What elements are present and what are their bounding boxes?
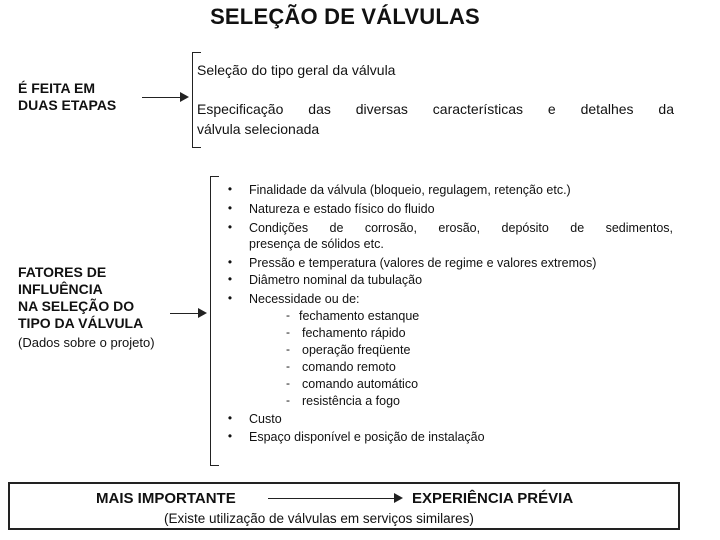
factors-label-line-1: FATORES DE [18, 264, 107, 280]
footer-arrow-line [268, 498, 396, 499]
footer-arrow-head [394, 493, 403, 503]
bullet-marker: • [227, 220, 233, 234]
factor-item-custo: Custo [249, 412, 282, 426]
sub-item-comando-automatico: comando automático [302, 377, 419, 391]
factors-arrow-line [170, 313, 200, 314]
stage-item-1: Seleção do tipo geral da válvula [197, 62, 396, 78]
factors-label-line-3: NA SELEÇÃO DO [18, 298, 135, 314]
bullet-marker: • [227, 429, 233, 443]
stage-item-2-rest: das diversas características e detalhes da [308, 101, 674, 117]
stage-item-2-line-1 [197, 101, 674, 118]
factor-item-finalidade: Finalidade da válvula (bloqueio, regulagem, retenção etc.) [249, 183, 571, 197]
factor-item-condicoes: Condições de corrosão, erosão, depósito de sedimentos, [249, 221, 673, 235]
bullet-marker: • [227, 201, 233, 215]
sub-item-comando-remoto: comando remoto [302, 360, 396, 374]
dash-marker: - [286, 393, 290, 407]
dash-marker: - [286, 308, 290, 322]
bullet-marker: • [227, 182, 233, 196]
sub-item-resistencia-fogo: resistência a fogo [302, 394, 400, 408]
factors-label [18, 264, 143, 332]
bullet-marker: • [227, 272, 233, 286]
footer-right-label: EXPERIÊNCIA PRÉVIA [412, 490, 574, 507]
factors-label-note: (Dados sobre o projeto) [18, 335, 155, 350]
factors-label-line-4: TIPO DA VÁLVULA [18, 315, 144, 331]
factors-bracket [210, 176, 219, 466]
factor-item-espaco: Espaço disponível e posição de instalação [249, 430, 485, 444]
factor-item-condicoes-cont: presença de sólidos etc. [249, 237, 384, 251]
bullet-marker: • [227, 411, 233, 425]
page-title: SELEÇÃO DE VÁLVULAS [210, 4, 480, 29]
factor-item-necessidade: Necessidade ou de: [249, 292, 360, 306]
factor-item-natureza: Natureza e estado físico do fluido [249, 202, 435, 216]
dash-marker: - [286, 342, 290, 356]
sub-item-operacao-frequente: operação freqüente [302, 343, 411, 357]
bullet-marker: • [227, 291, 233, 305]
stages-label [18, 80, 116, 114]
dash-marker: - [286, 376, 290, 390]
bullet-marker: • [227, 255, 233, 269]
dash-marker: - [286, 325, 290, 339]
stages-arrow-head [180, 92, 189, 102]
factors-arrow-head [198, 308, 207, 318]
dash-marker: - [286, 359, 290, 373]
factor-item-diametro: Diâmetro nominal da tubulação [249, 273, 423, 287]
footer-left-label: MAIS IMPORTANTE [96, 490, 236, 507]
sub-item-fechamento-estanque: fechamento estanque [299, 309, 420, 323]
stages-label-line-2: DUAS ETAPAS [18, 97, 117, 113]
factor-item-pressao: Pressão e temperatura (valores de regime e valores extremos) [249, 256, 597, 270]
factors-label-line-2: INFLUÊNCIA [18, 281, 103, 297]
stage-item-2-word: Especificação [197, 101, 284, 117]
sub-item-fechamento-rapido: fechamento rápido [302, 326, 406, 340]
footer-note: (Existe utilização de válvulas em serviços similares) [164, 511, 474, 526]
stages-label-line-1: É FEITA EM [18, 80, 95, 96]
stages-arrow-line [142, 97, 182, 98]
stage-item-2-line-2: válvula selecionada [197, 121, 320, 137]
